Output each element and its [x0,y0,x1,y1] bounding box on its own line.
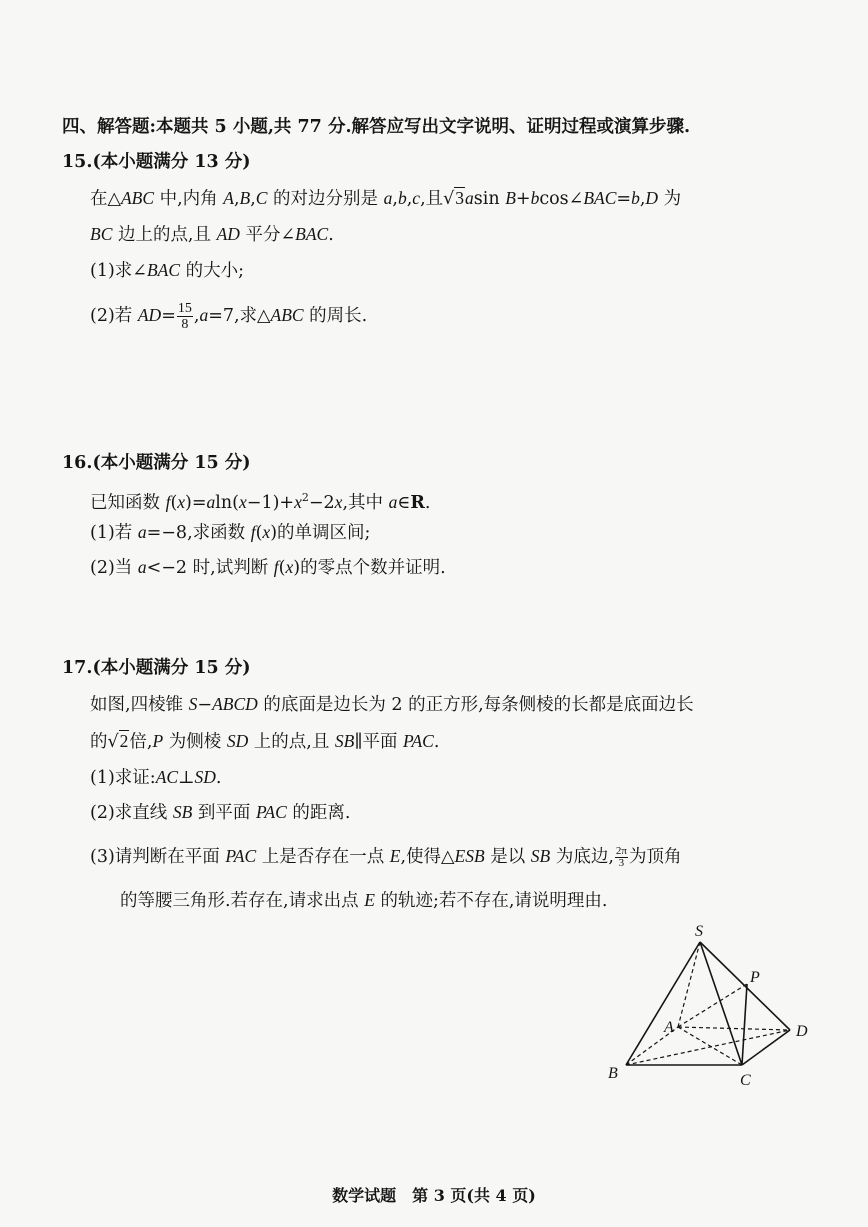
label-P: P [750,969,760,986]
problem-15-line-1: 在△ABC 中,内角 A,B,C 的对边分别是 a,b,c,且√3asin B+bcos∠BAC=b,D 为 [90,188,682,209]
segment-AP [678,984,747,1027]
problem-15-line-2: BC 边上的点,且 AD 平分∠BAC. [90,224,334,245]
edge-AD [678,1027,790,1030]
label-C: C [740,1072,751,1089]
fraction-2pi-3: $\frac{2\pi}{3}$ [615,845,627,869]
segment-AC [678,1027,742,1065]
label-B: B [608,1065,618,1082]
pyramid-figure [600,920,830,1095]
edge-SA [678,942,700,1027]
sqrt-3: √3 [443,188,465,209]
problem-17-question-3: (3)请判断在平面 PAC 上是否存在一点 E,使得△ESB 是以 SB 为底边, $\frac{2\pi}{3}$ 为顶角 [90,845,682,869]
problem-15-question-2: (2)若 AD= $\frac{15}{8}$ ,a=7,求△ABC 的周长. [90,301,368,332]
label-A: A [664,1019,674,1036]
problem-16-question-2: (2)当 a<−2 时,试判断 f(x)的零点个数并证明. [90,557,446,578]
label-D: D [796,1023,808,1040]
problem-15-header: 15.(本小题满分 13 分) [62,152,251,172]
problem-17-line-1: 如图,四棱锥 S−ABCD 的底面是边长为 2 的正方形,每条侧棱的长都是底面边长 [90,694,694,715]
problem-17-line-2: 的√2倍,P 为侧棱 SD 上的点,且 SB∥平面 PAC. [90,731,440,752]
problem-17-question-3-cont: 的等腰三角形.若存在,请求出点 E 的轨迹;若不存在,请说明理由. [120,890,608,911]
problem-16-line-1: 已知函数 $f(x)=aln(x-1)+x^2-2x$,其中 a∈R. [90,491,431,513]
problem-17-question-1: (1)求证:AC⊥SD. [90,767,222,788]
page-footer: 数学试题 第 3 页(共 4 页) [332,1186,536,1205]
fraction-15-8: $\frac{15}{8}$ [177,301,192,332]
sqrt-2: √2 [107,731,129,752]
label-S: S [695,923,703,940]
edge-SB [626,942,700,1065]
problem-16-question-1: (1)若 a=−8,求函数 f(x)的单调区间; [90,522,371,543]
problem-17-header: 17.(本小题满分 15 分) [62,658,251,678]
problem-16-header: 16.(本小题满分 15 分) [62,453,251,473]
problem-15-question-1: (1)求∠BAC 的大小; [90,260,244,281]
edge-SC [700,942,742,1065]
segment-PC [742,984,747,1065]
problem-17-question-2: (2)求直线 SB 到平面 PAC 的距离. [90,802,351,823]
section-heading: 四、解答题:本题共 5 小题,共 77 分.解答应写出文字说明、证明过程或演算步骤. [62,117,691,137]
